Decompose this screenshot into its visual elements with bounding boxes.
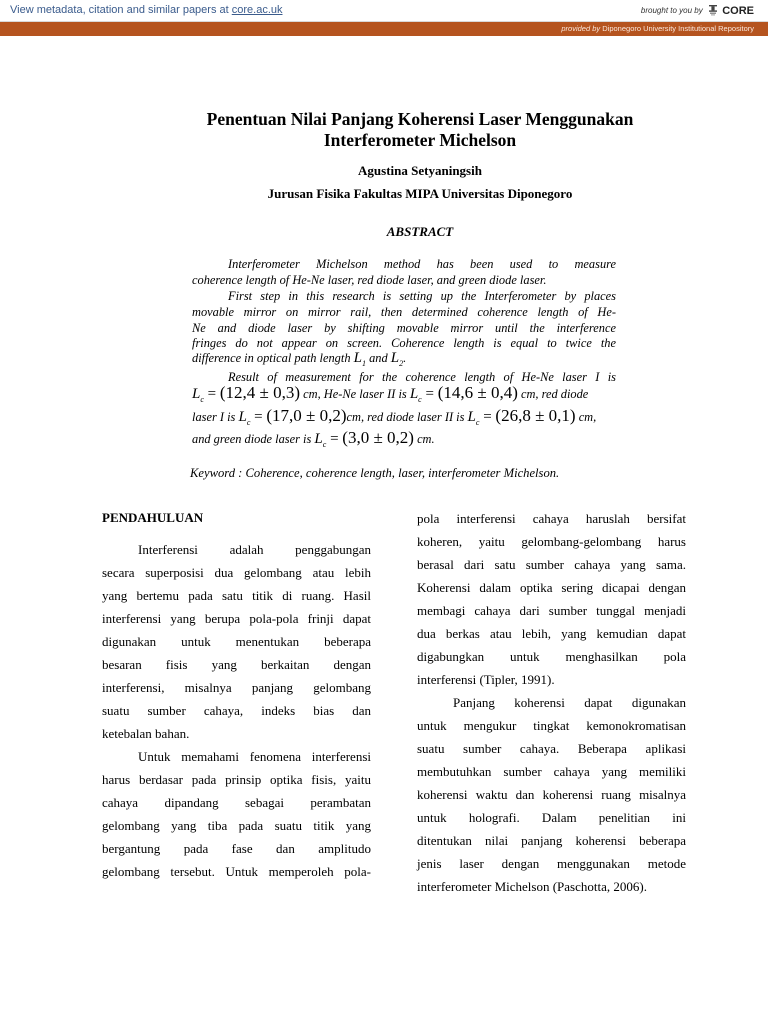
abstract-text: difference in optical path length [192, 351, 351, 365]
body-line: koheren, yaitu gelombang-gelombang harus [417, 534, 686, 549]
core-brand[interactable] [641, 4, 754, 18]
abstract-line: fringes do not appear on screen. Coherence length is equal to twice the [192, 336, 616, 350]
abstract-line: Result of measurement for the coherence length of He-Ne laser I is [228, 370, 616, 384]
math-lc: $L_c = (26,8 \pm 0,1)$ [467, 406, 576, 427]
math-lc: $L_c = (17,0 \pm 0,2)$ [238, 406, 347, 427]
core-view-text: View metadata, citation and similar papers at [10, 4, 232, 16]
abstract-line: difference in optical path length $L_1$ and $L_2$. [192, 350, 407, 368]
abstract-line: coherence length of He-Ne laser, red diode laser, and green diode laser. [192, 273, 547, 287]
abstract-text: cm, red diode [520, 387, 589, 401]
paper-title-line-1: Penentuan Nilai Panjang Koherensi Laser Menggunakan [206, 109, 634, 129]
body-line: secara superposisi dua gelombang atau lebih [102, 565, 371, 580]
abstract-heading: ABSTRACT [386, 224, 454, 239]
math-lc: $L_c = (14,6 \pm 0,4)$ [409, 383, 518, 404]
math-L2: $L_2$ [390, 350, 404, 368]
abstract-line [192, 430, 616, 453]
paper-title [120, 109, 720, 151]
body-line: cahaya dipandang sebagai perambatan [102, 795, 371, 810]
abstract-line: Interferometer Michelson method has been used to measure [228, 257, 616, 271]
body-line: pola interferensi cahaya haruslah bersifat [417, 511, 686, 526]
repository-name: Diponegoro University Institutional Repository [602, 24, 754, 33]
core-link[interactable]: core.ac.uk [231, 4, 283, 16]
math-L1: $L_1$ [353, 350, 366, 368]
keywords: Keyword : Coherence, coherence length, laser, interferometer Michelson. [190, 466, 560, 480]
provided-by-label: provided by [561, 24, 601, 33]
brought-to-you-text: brought to you by [640, 6, 703, 16]
body-line: Koherensi dalam optika sering dicapai dengan [417, 580, 686, 595]
body-line: harus berdasar pada prinsip optika fisis, yaitu [102, 772, 371, 787]
body-line: digunakan untuk menentukan beberapa [102, 634, 371, 649]
abstract-line: movable mirror on mirror rail, then determined coherence length of He- [192, 305, 616, 319]
core-name: CORE [722, 5, 754, 17]
body-line: gelombang yang tiba pada suatu titik yang [102, 818, 371, 833]
abstract-text: and green diode laser is [192, 432, 312, 446]
author-name: Agustina Setyaningsih [358, 163, 482, 178]
body-line: koherensi waktu dan koherensi ruang misalnya [417, 787, 686, 802]
abstract-line: First step in this research is setting up the Interferometer by places [228, 289, 616, 303]
body-line: dua berkas atau lebih, yang kemudian dapat [417, 626, 686, 641]
abstract-line: Ne and diode laser by shifting movable mirror until the interference [192, 321, 616, 335]
body-line: besaran fisis yang berkaitan dengan [102, 657, 371, 672]
body-line: berasal dari satu sumber cahaya yang sama. [417, 557, 686, 572]
abstract-text: cm, He-Ne laser II is [303, 387, 407, 401]
body-line: ditentukan nilai panjang koherensi beberapa [417, 833, 686, 848]
body-line: membutuhkan sumber cahaya yang memiliki [417, 764, 686, 779]
repository-text [561, 24, 754, 33]
body-line: Interferensi adalah penggabungan [138, 542, 371, 557]
paper-title-line-2: Interferometer Michelson [323, 130, 517, 150]
body-line: ketebalan bahan. [102, 726, 190, 741]
body-line: Untuk memahami fenomena interferensi [138, 749, 371, 764]
body-line: suatu sumber cahaya. Beberapa aplikasi [417, 741, 686, 756]
abstract-text: and [369, 351, 388, 365]
math-lc: $L_c = (12,4 \pm 0,3)$ [192, 383, 301, 404]
body-line: interferometer Michelson (Paschotta, 2006). [417, 879, 647, 894]
abstract-text: cm, [578, 410, 597, 424]
body-line: jenis laser dengan menggunakan metode [417, 856, 686, 871]
core-banner [0, 0, 768, 22]
abstract-line [192, 385, 616, 408]
body-line: untuk mengukur tingkat kemonokromatisan [417, 718, 686, 733]
section-heading: PENDAHULUAN [102, 510, 204, 525]
author-affiliation: Jurusan Fisika Fakultas MIPA Universitas Diponegoro [267, 186, 573, 201]
core-logo-icon [708, 4, 718, 18]
body-line: interferensi yang berupa pola-pola frinji dapat [102, 611, 371, 626]
body-line: interferensi (Tipler, 1991). [417, 672, 555, 687]
body-line: digabungkan untuk menghasilkan pola [417, 649, 686, 664]
body-line: Panjang koherensi dapat digunakan [453, 695, 686, 710]
body-line: membagi cahaya dari sumber tunggal menjadi [417, 603, 686, 618]
body-line: interferensi, misalnya panjang gelombang [102, 680, 371, 695]
abstract-text: laser I is [192, 410, 236, 424]
body-line: suatu sumber cahaya, indeks bias dan [102, 703, 371, 718]
abstract-text: cm. [417, 432, 435, 446]
math-lc: $L_c = (3,0 \pm 0,2)$ [314, 428, 414, 449]
body-line: yang bertemu pada satu titik di ruang. Hasil [102, 588, 371, 603]
repository-bar [0, 22, 768, 36]
core-view-metadata [10, 4, 283, 16]
abstract-text: cm, red diode laser II is [346, 410, 465, 424]
body-line: untuk holografi. Dalam penelitian ini [417, 810, 686, 825]
body-line: gelombang tersebut. Untuk memperoleh pola- [102, 864, 371, 879]
body-line: bergantung pada fase dan amplitudo [102, 841, 371, 856]
